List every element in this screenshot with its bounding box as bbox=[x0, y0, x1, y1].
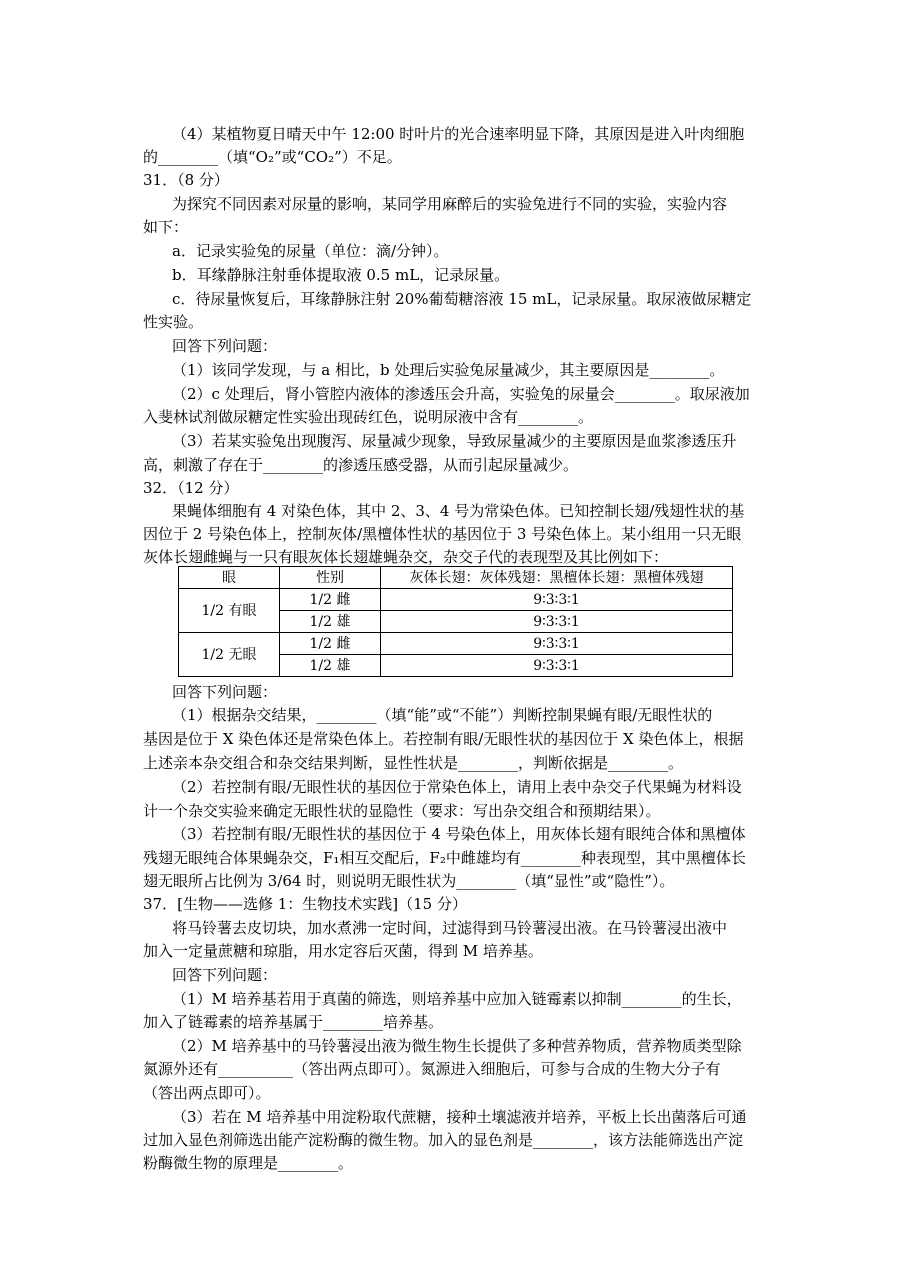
text-line: （3）若控制有眼/无眼性状的基因位于 4 号染色体上，用灰体长翅有眼纯合体和黑檀体 bbox=[172, 825, 746, 843]
header-sex: 性别 bbox=[280, 567, 381, 589]
text-line: 37．[生物——选修 1：生物技术实践]（15 分） bbox=[143, 895, 467, 913]
text-line: a．记录实验兔的尿量（单位：滴/分钟）。 bbox=[172, 242, 449, 260]
text-line: （2）M 培养基中的马铃薯浸出液为微生物生长提供了多种营养物质，营养物质类型除 bbox=[172, 1037, 742, 1055]
eye-cell: 1/2 无眼 bbox=[179, 633, 280, 677]
text-line: （1）根据杂交结果，________（填“能”或“不能”）判断控制果蝇有眼/无眼性状的 bbox=[172, 706, 713, 724]
text-line: b．耳缘静脉注射垂体提取液 0.5 mL，记录尿量。 bbox=[172, 266, 510, 284]
text-line: 加入一定量蔗糖和琼脂，用水定容后灭菌，得到 M 培养基。 bbox=[143, 942, 543, 960]
sex-cell: 1/2 雄 bbox=[280, 655, 381, 677]
text-line: （1）M 培养基若用于真菌的筛选，则培养基中应加入链霉素以抑制________的生长， bbox=[172, 990, 742, 1008]
text-line: 32．（12 分） bbox=[143, 479, 239, 497]
header-ratio: 灰体长翅：灰体残翅：黑檀体长翅：黑檀体残翅 bbox=[381, 567, 733, 589]
table-row bbox=[179, 633, 733, 655]
text-line: （4）某植物夏日晴天中午 12:00 时叶片的光合速率明显下降，其原因是进入叶肉细胞 bbox=[172, 125, 745, 143]
text-line: 如下： bbox=[143, 218, 189, 236]
text-line: 回答下列问题： bbox=[172, 966, 278, 984]
ratio-cell: 9∶3∶3∶1 bbox=[381, 655, 733, 677]
text-line: 残翅无眼纯合体果蝇杂交，F₁相互交配后，F₂中雌雄均有________种表现型，其中黑檀体长 bbox=[143, 849, 746, 867]
text-line: （3）若某实验兔出现腹泻、尿量减少现象，导致尿量减少的主要原因是血浆渗透压升 bbox=[172, 432, 737, 450]
cross-result-table bbox=[178, 566, 733, 677]
text-line: （1）该同学发现，与 a 相比，b 处理后实验兔尿量减少，其主要原因是________。 bbox=[172, 361, 725, 379]
text-line: 过加入显色剂筛选出能产淀粉酶的微生物。加入的显色剂是________，该方法能筛选出产淀 bbox=[143, 1131, 744, 1149]
text-line: 高，刺激了存在于________的渗透压感受器，从而引起尿量减少。 bbox=[143, 456, 579, 474]
text-line: 性实验。 bbox=[143, 313, 204, 331]
header-eye: 眼 bbox=[179, 567, 280, 589]
sex-cell: 1/2 雌 bbox=[280, 589, 381, 611]
ratio-cell: 9∶3∶3∶1 bbox=[381, 589, 733, 611]
text-line: 将马铃薯去皮切块，加水煮沸一定时间，过滤得到马铃薯浸出液。在马铃薯浸出液中 bbox=[172, 919, 728, 937]
text-line: 上述亲本杂交组合和杂交结果判断，显性性状是________，判断依据是________。 bbox=[143, 754, 684, 772]
text-line: 粉酶微生物的原理是________。 bbox=[143, 1154, 354, 1172]
text-line: 回答下列问题： bbox=[172, 683, 278, 701]
text-line: （3）若在 M 培养基中用淀粉取代蔗糖，接种土壤滤液并培养，平板上长出菌落后可通 bbox=[172, 1108, 747, 1126]
table-row bbox=[179, 589, 733, 611]
text-line: （2）c 处理后，肾小管腔内液体的渗透压会升高，实验兔的尿量会________。取尿液加 bbox=[172, 385, 750, 403]
text-line: 计一个杂交实验来确定无眼性状的显隐性（要求：写出杂交组合和预期结果）。 bbox=[143, 802, 661, 820]
text-line: 31．（8 分） bbox=[143, 171, 229, 189]
text-line: 基因是位于 X 染色体还是常染色体上。若控制有眼/无眼性状的基因位于 X 染色体上，根据 bbox=[143, 730, 744, 748]
text-line: 的________（填“O₂”或“CO₂”）不足。 bbox=[143, 148, 402, 166]
text-line: 翅无眼所占比例为 3/64 时，则说明无眼性状为________（填“显性”或“隐性”）。 bbox=[143, 872, 675, 890]
text-line: 入斐林试剂做尿糖定性实验出现砖红色，说明尿液中含有________。 bbox=[143, 408, 594, 426]
text-line: 氮源外还有__________（答出两点即可）。氮源进入细胞后，可参与合成的生物大分子有 bbox=[143, 1060, 721, 1078]
sex-cell: 1/2 雌 bbox=[280, 633, 381, 655]
sex-cell: 1/2 雄 bbox=[280, 611, 381, 633]
table-header-row bbox=[179, 567, 733, 589]
text-line: 灰体长翅雌蝇与一只有眼灰体长翅雄蝇杂交，杂交子代的表现型及其比例如下： bbox=[143, 548, 669, 566]
text-line: 为探究不同因素对尿量的影响，某同学用麻醉后的实验兔进行不同的实验，实验内容 bbox=[172, 195, 728, 213]
ratio-cell: 9∶3∶3∶1 bbox=[381, 633, 733, 655]
ratio-cell: 9∶3∶3∶1 bbox=[381, 611, 733, 633]
text-line: （2）若控制有眼/无眼性状的基因位于常染色体上，请用上表中杂交子代果蝇为材料设 bbox=[172, 778, 742, 796]
text-line: 回答下列问题： bbox=[172, 337, 278, 355]
text-line: 因位于 2 号染色体上，控制灰体/黑檀体性状的基因位于 3 号染色体上。某小组用一只无眼 bbox=[143, 525, 742, 543]
text-line: 果蝇体细胞有 4 对染色体，其中 2、3、4 号为常染色体。已知控制长翅/残翅性状的基 bbox=[172, 502, 745, 520]
text-line: c．待尿量恢复后，耳缘静脉注射 20%葡萄糖溶液 15 mL，记录尿量。取尿液做尿糖定 bbox=[172, 290, 752, 308]
text-line: （答出两点即可）。 bbox=[143, 1084, 271, 1102]
eye-cell: 1/2 有眼 bbox=[179, 589, 280, 633]
text-line: 加入了链霉素的培养基属于________培养基。 bbox=[143, 1013, 444, 1031]
